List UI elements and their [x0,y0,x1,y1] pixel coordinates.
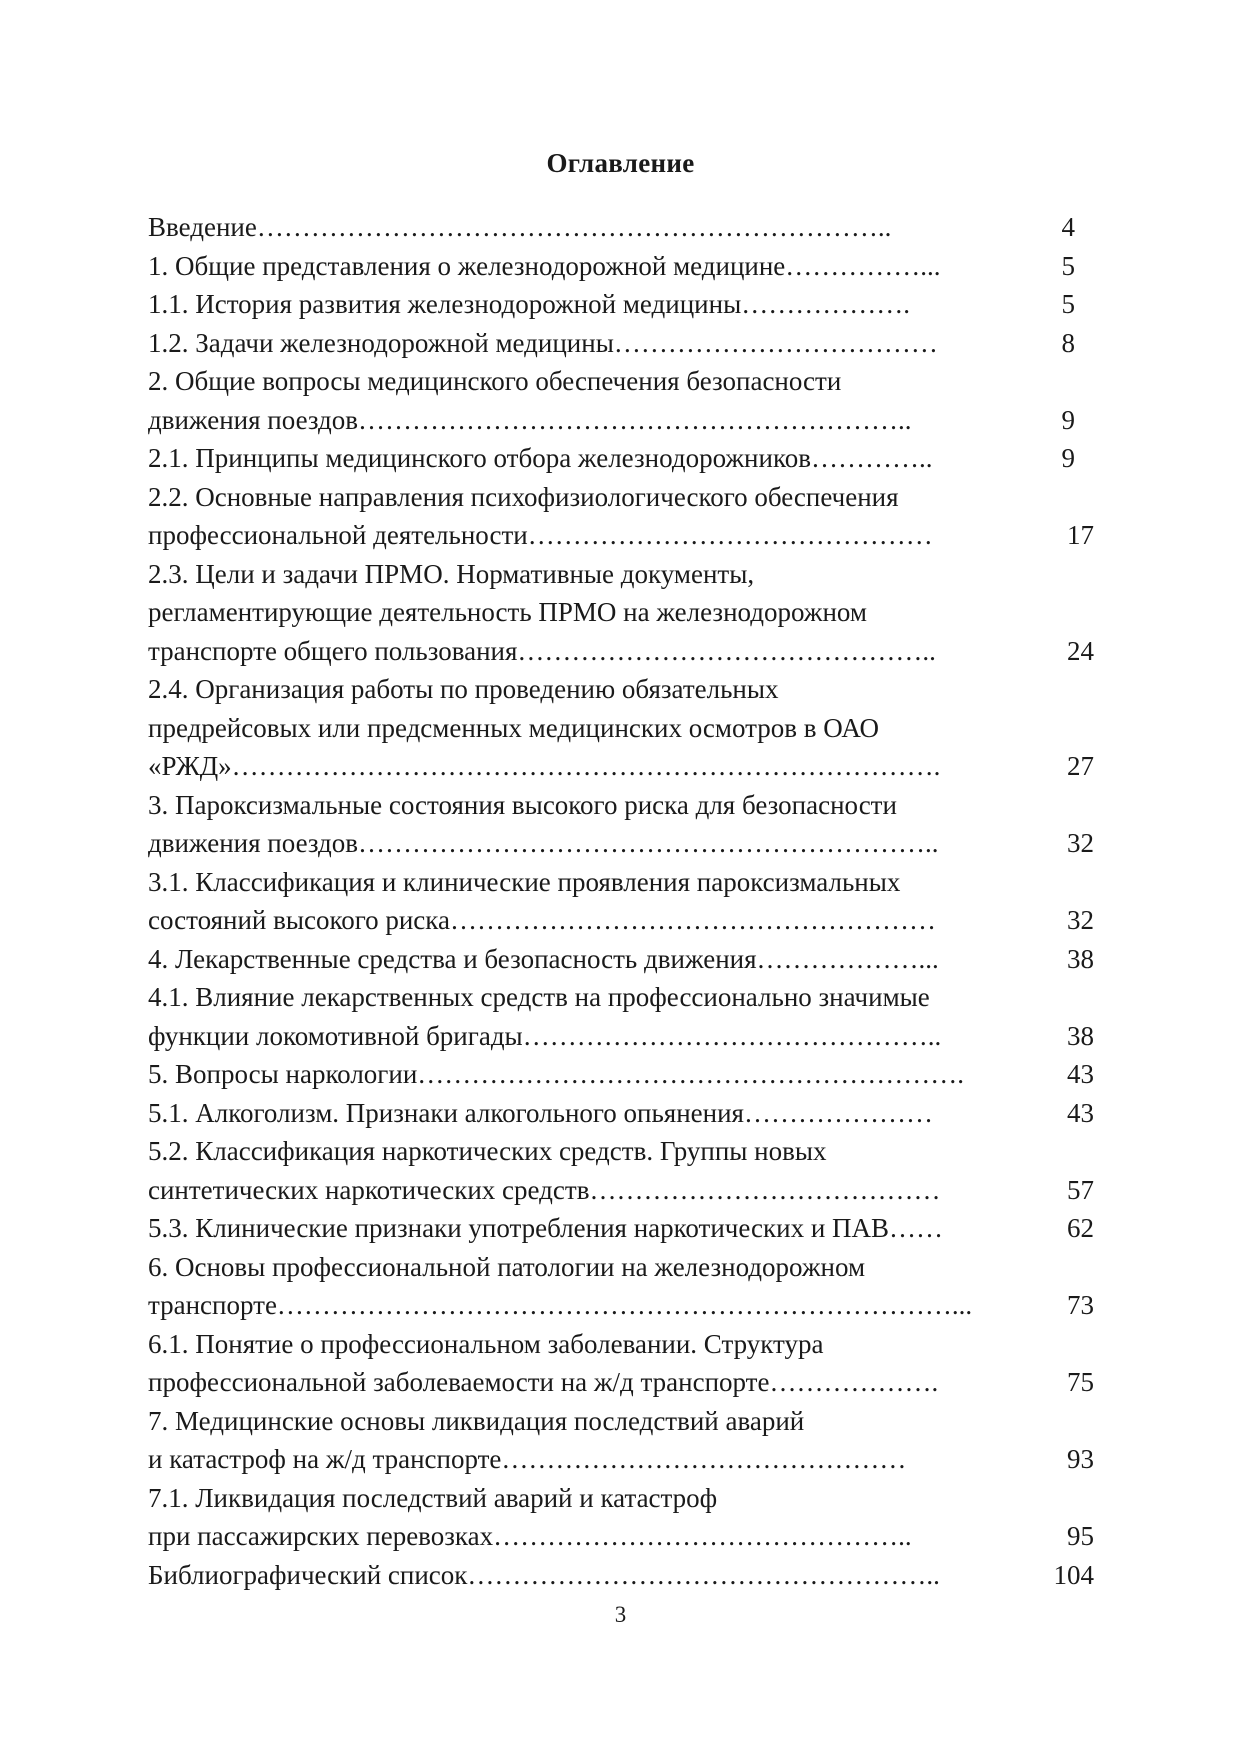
toc-entry-page: 95 [1067,1521,1094,1551]
toc-entry-text: и катастроф на ж/д транспорте……………………………………… [148,1444,907,1474]
toc-entry-text: синтетических наркотических средств………………………………… [148,1174,941,1205]
toc-entry-page: 38 [1067,1020,1094,1051]
toc-entry-text: 7. Медицинские основы ликвидация последствий аварий [148,1405,805,1436]
page-number: 3 [614,1602,627,1627]
toc-entry [148,1479,1088,1518]
toc-entry-page: 8 [1061,327,1075,358]
toc-entry-text: 2. Общие вопросы медицинского обеспечения безопасности [148,366,842,396]
toc-entry-page: 93 [1067,1444,1094,1474]
toc-entry [148,1209,1094,1248]
toc-entry [148,1363,1094,1402]
toc-entry [148,285,1088,324]
toc-entry [148,1402,1088,1441]
toc-entry-page: 27 [1067,751,1094,781]
toc-entry [148,208,1088,247]
toc-entry [148,632,1094,671]
toc-entry [148,978,1088,1017]
toc-entry-text: 2.1. Принципы медицинского отбора железнодорожников………….. [148,443,933,473]
toc-entry-text: профессиональной заболеваемости на ж/д транспорте………………. [148,1367,939,1397]
toc-entry-text: состояний высокого риска……………………………………………… [148,905,936,935]
toc-entry [148,670,1088,709]
toc-entry [148,401,1088,440]
toc-entry [148,824,1094,863]
toc-entry-page: 75 [1067,1367,1094,1397]
toc-entry-text: 1.1. История развития железнодорожной медицины………………. [148,289,910,319]
toc-entry-text: 1.2. Задачи железнодорожной медицины……………………………… [148,327,938,358]
toc-entry-text: при пассажирских перевозках……………………………………….. [148,1521,912,1551]
toc-entry [148,1556,1094,1595]
toc-entry-text: предрейсовых или предсменных медицинских осмотров в ОАО [148,712,880,743]
toc-entry [148,1132,1088,1171]
toc-entry-page: 9 [1061,443,1075,473]
toc-entry [148,247,1088,286]
toc-entry [148,940,1094,979]
toc-entry [148,516,1094,555]
toc-entry-text: движения поездов…………………………………………………….. [148,404,912,435]
toc-entry [148,863,1088,902]
toc-entry-page: 5 [1061,289,1075,319]
toc-entry-text: профессиональной деятельности……………………………………… [148,520,933,550]
toc-entry [148,1248,1088,1287]
toc-entry-text: 2.3. Цели и задачи ПРМО. Нормативные документы, [148,558,755,589]
toc-entry [148,593,1088,632]
toc-entry-text: 1. Общие представления о железнодорожной медицине……………... [148,250,941,281]
toc-entry [148,901,1094,940]
toc-entry-text: 2.4. Организация работы по проведению обязательных [148,674,779,704]
toc-entry-page: 62 [1067,1213,1094,1243]
toc-entry-text: 4.1. Влияние лекарственных средств на профессионально значимые [148,982,930,1012]
toc-entry [148,324,1088,363]
toc-entry [148,555,1088,594]
toc-entry-page: 104 [1053,1559,1094,1590]
toc-entry [148,1325,1088,1364]
toc-entry-page: 24 [1067,635,1094,666]
toc-entry-page: 17 [1067,520,1094,550]
toc-entry [148,478,1088,517]
toc-entry-text: 7.1. Ликвидация последствий аварий и катастроф [148,1482,718,1513]
toc-entry-text: Введение…………………………………………………………….. [148,212,892,242]
toc-entry [148,1171,1094,1210]
toc-entry [148,1440,1094,1479]
toc-entry-text: 6.1. Понятие о профессиональном заболевании. Структура [148,1328,824,1359]
toc-entry-text: транспорте…………………………………………………………………... [148,1290,973,1320]
toc-entry-page: 9 [1061,404,1075,435]
toc-entry-text: 2.2. Основные направления психофизиологического обеспечения [148,481,899,512]
toc-entry-page: 73 [1067,1290,1094,1320]
toc-entry-page: 4 [1061,212,1075,242]
toc-entry-text: 3.1. Классификация и клинические проявления пароксизмальных [148,866,901,897]
toc-entry-text: 5.2. Классификация наркотических средств. Группы новых [148,1136,827,1166]
toc-entry [148,1286,1094,1325]
toc-entry-text: функции локомотивной бригады……………………………………….. [148,1020,942,1051]
toc-entry [148,786,1088,825]
table-of-contents [148,208,1094,1594]
toc-entry [148,1517,1094,1556]
toc-entry [148,439,1088,478]
toc-entry-page: 43 [1067,1097,1094,1128]
toc-entry-page: 32 [1067,905,1094,935]
toc-entry-text: 6. Основы профессиональной патологии на железнодорожном [148,1251,866,1282]
toc-entry-page: 38 [1067,943,1094,974]
page-title: Оглавление [546,148,695,178]
toc-entry [148,1055,1094,1094]
toc-entry-text: «РЖД»……………………………………………………………………. [148,751,941,781]
toc-entry-page: 5 [1061,250,1075,281]
toc-entry-page: 43 [1067,1059,1094,1089]
toc-entry [148,1017,1094,1056]
toc-entry [148,1094,1094,1133]
toc-entry-text: транспорте общего пользования……………………………………….. [148,635,936,666]
toc-entry-text: Библиографический список…………………………………………….. [148,1559,940,1590]
toc-entry-page: 32 [1067,828,1094,858]
toc-entry-text: 4. Лекарственные средства и безопасность движения………………... [148,943,939,974]
toc-entry-text: движения поездов……………………………………………………….. [148,828,939,858]
toc-entry-text: 5. Вопросы наркологии……………………………………………………. [148,1059,965,1089]
toc-entry-text: 3. Пароксизмальные состояния высокого риска для безопасности [148,789,897,820]
toc-entry-text: регламентирующие деятельность ПРМО на железнодорожном [148,597,867,627]
toc-entry-page: 57 [1067,1174,1094,1205]
toc-entry-text: 5.1. Алкоголизм. Признаки алкогольного опьянения………………… [148,1097,933,1128]
toc-entry-text: 5.3. Клинические признаки употребления наркотических и ПАВ…… [148,1213,944,1243]
toc-entry [148,709,1088,748]
toc-entry [148,362,1088,401]
toc-entry [148,747,1094,786]
